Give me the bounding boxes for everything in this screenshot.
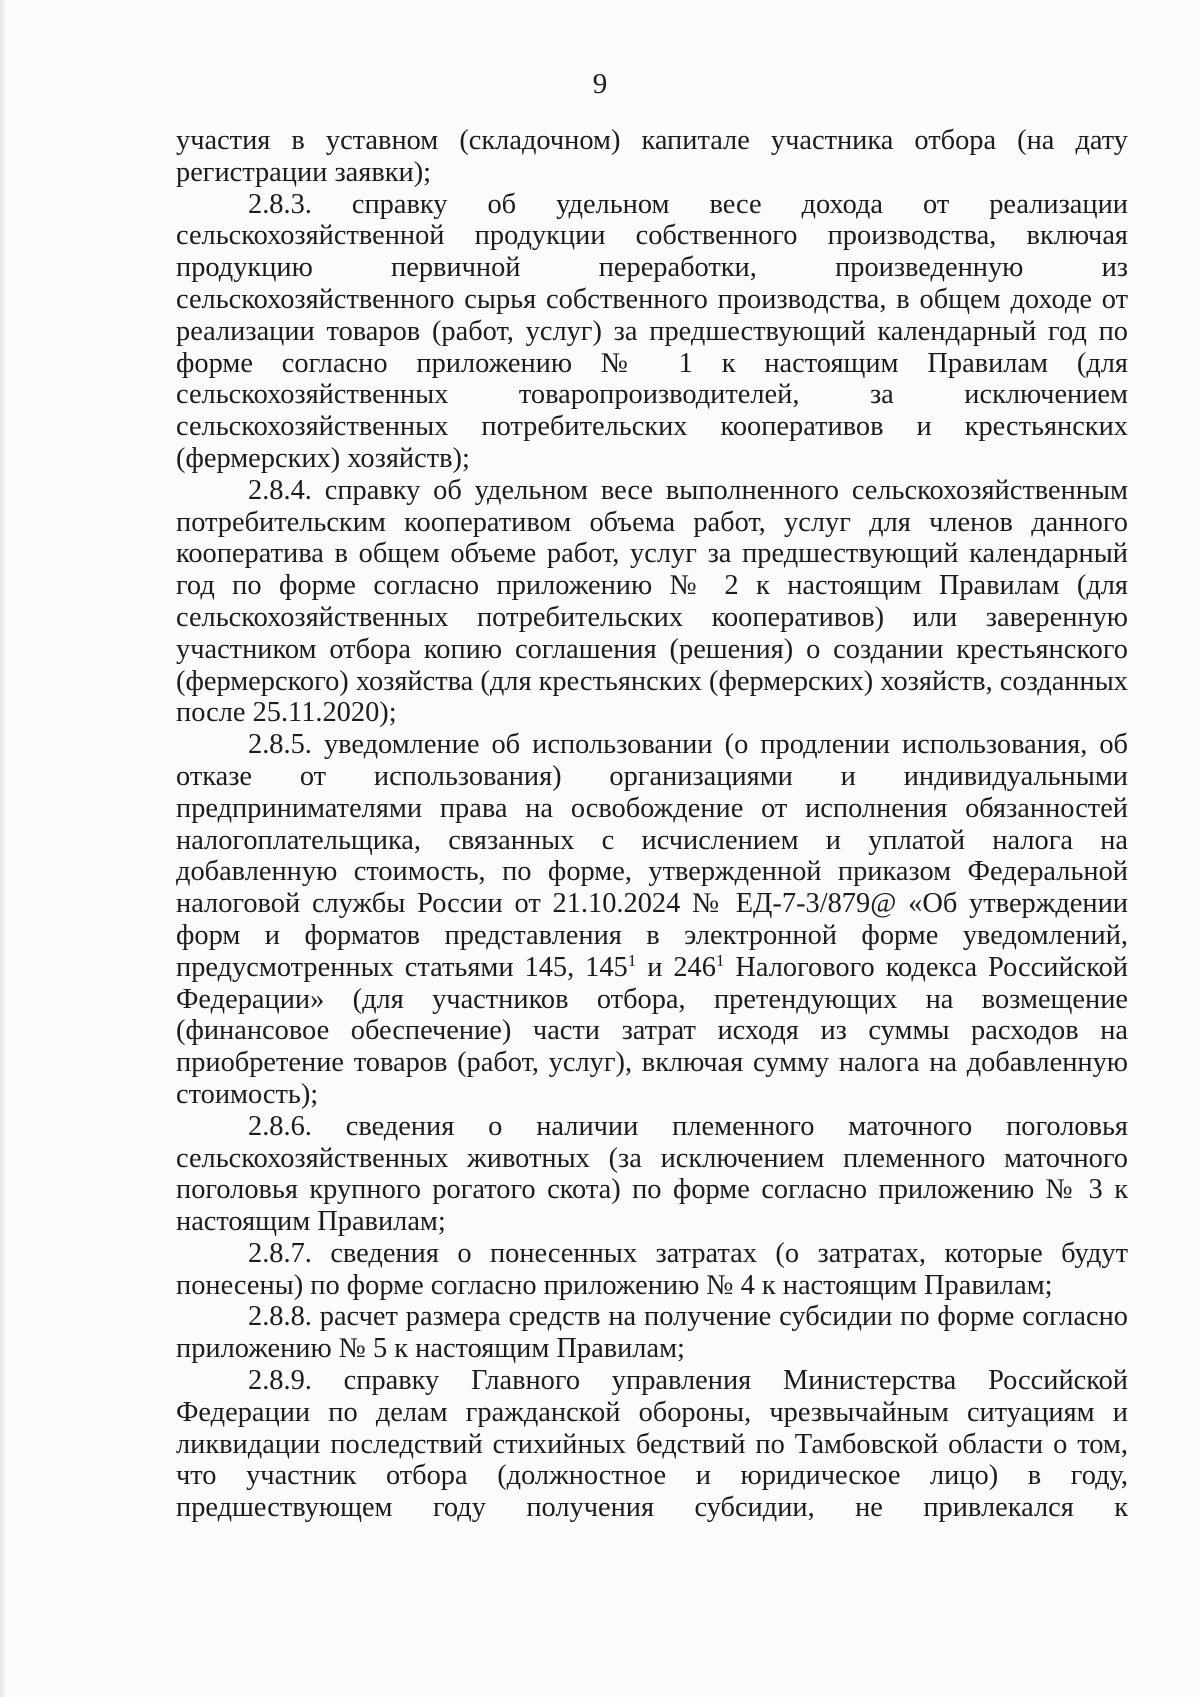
scan-edge-shadow (0, 0, 6, 1697)
superscript-article-145: 1 (627, 950, 637, 970)
paragraph-2-8-5-text-before: 2.8.5. уведомление об использовании (о продлении использования, об отказе от использования) организациями и индивидуальными предпринимателями права на освобождение от исполнения обязанностей налогоплательщика, связанных с исчислением и уплатой налога на добавленную стоимость, по форме, утвержденной приказом Федеральной налоговой службы России от 21.10.2024 № ЕД-7-3/879@ «Об утверждении форм и форматов представления в электронной форме уведомлений, предусмотренных статьями 145, 145 (176, 729, 1128, 983)
document-body (176, 125, 1128, 1524)
paragraph-2-8-8: 2.8.8. расчет размера средств на получение субсидии по форме согласно приложению № 5 к настоящим Правилам; (176, 1301, 1128, 1365)
paragraph-2-8-5-text-after: Налогового кодекса Российской Федерации» (для участников отбора, претендующих на возмещение (финансовое обеспечение) части затрат исходя из суммы расходов на приобретение товаров (работ, услуг), включая сумму налога на добавленную стоимость); (176, 951, 1128, 1110)
page-number: 9 (592, 68, 608, 100)
paragraph-2-8-7: 2.8.7. сведения о понесенных затратах (о затратах, которые будут понесены) по форме согласно приложению № 4 к настоящим Правилам; (176, 1237, 1128, 1301)
paragraph-2-8-4: 2.8.4. справку об удельном весе выполненного сельскохозяйственным потребительским кооперативом объема работ, услуг для членов данного кооператива в общем объеме работ, услуг за предшествующий календарный год по форме согласно приложению № 2 к настоящим Правилам (для сельскохозяйственных потребительских кооперативов) или заверенную участником отбора копию соглашения (решения) о создании крестьянского (фермерского) хозяйства (для крестьянских (фермерских) хозяйств, созданных после 25.11.2020); (176, 474, 1128, 729)
paragraph-2-8-9: 2.8.9. справку Главного управления Министерства Российской Федерации по делам гражданской обороны, чрезвычайным ситуациям и ликвидации последствий стихийных бедствий по Тамбовской области о том, что участник отбора (должностное и юридическое лицо) в году, предшествующем году получения субсидии, не привлекался к (176, 1365, 1128, 1524)
paragraph-2-8-3: 2.8.3. справку об удельном весе дохода от реализации сельскохозяйственной продукции собственного производства, включая продукцию первичной переработки, произведенную из сельскохозяйственного сырья собственного производства, в общем доходе от реализации товаров (работ, услуг) за предшествующий календарный год по форме согласно приложению № 1 к настоящим Правилам (для сельскохозяйственных товаропроизводителей, за исключением сельскохозяйственных потребительских кооперативов и крестьянских (фермерских) хозяйств); (176, 188, 1128, 474)
superscript-article-246: 1 (715, 950, 725, 970)
paragraph-2-8-6: 2.8.6. сведения о наличии племенного маточного поголовья сельскохозяйственных животных (за исключением племенного маточного поголовья крупного рогатого скота) по форме согласно приложению № 3 к настоящим Правилам; (176, 1110, 1128, 1238)
paragraph-continuation: участия в уставном (складочном) капитале участника отбора (на дату регистрации заявки); (176, 125, 1128, 188)
paragraph-2-8-5 (176, 729, 1128, 1111)
paragraph-2-8-5-text-middle: и 246 (636, 951, 716, 983)
